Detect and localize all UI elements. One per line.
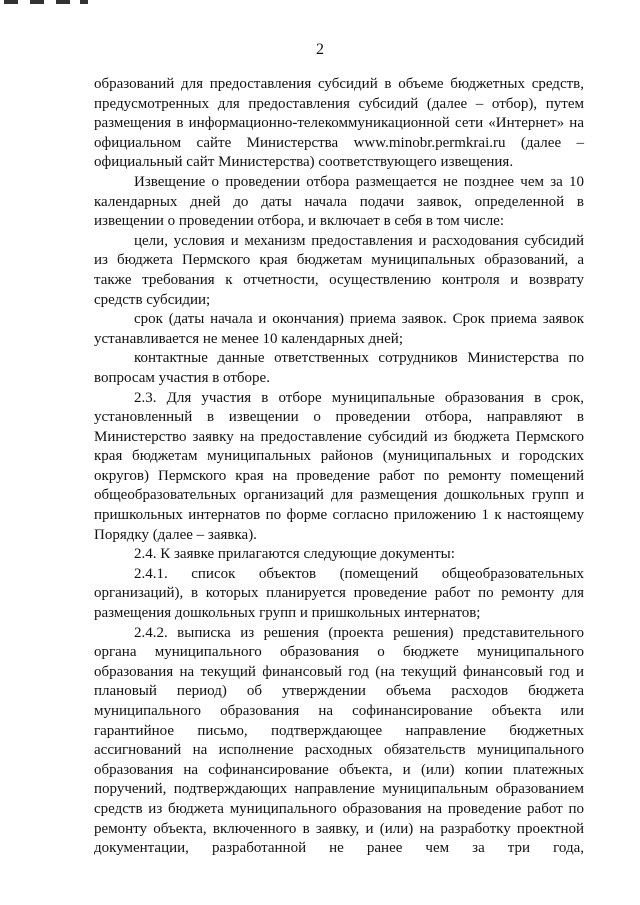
paragraph-deadline: срок (даты начала и окончания) приема заявок. Срок приема заявок устанавливается не менее 10 календарных дней; [94, 311, 584, 347]
paragraph-2-4-2: 2.4.2. выписка из решения (проекта решения) представительного органа муниципального образования о бюджете муниципального образования на текущий финансовый год (на текущий финансовый год и плановый период) об утверждении объема расходов бюджета муниципального образования на софинансирование объекта или гарантийное письмо, подтверждающее направление бюджетных ассигнований на исполнение расходных обязательств муниципального образования на софинансирование объекта, и (или) копии платежных поручений, подтверждающих направление муниципальным образованием средств из бюджета муниципального образования на проведение работ по ремонту объекта, включенного в заявку, и (или) на разработку проектной документации, разработанной не ранее чем за три года, [94, 624, 584, 857]
document-body [94, 75, 584, 859]
paragraph-2-3: 2.3. Для участия в отборе муниципальные образования в срок, установленный в извещении о проведении отбора, направляют в Министерство заявку на предоставление субсидий из бюджета Пермского края бюджетам муниципальных районов (муниципальных и городских округов) Пермского края на проведение работ по ремонту помещений общеобразовательных организаций для размещения дошкольных групп и пришкольных интернатов по форме согласно приложению 1 к настоящему Порядку (далее – заявка). [94, 389, 584, 543]
page-number: 2 [316, 41, 324, 58]
paragraph-notice: Извещение о проведении отбора размещается не позднее чем за 10 календарных дней до даты начала подачи заявок, определенной в извещении о проведении отбора, и включает в себя в том числе: [94, 173, 584, 230]
paragraph-continuation: образований для предоставления субсидий в объеме бюджетных средств, предусмотренных для предоставления субсидий (далее – отбор), путем размещения в информационно-телекоммуникационной сети «Интернет» на официальном сайте Министерства www.minobr.permkrai.ru (далее – официальный сайт Министерства) соответствующего извещения. [94, 76, 584, 171]
paragraph-2-4: 2.4. К заявке прилагаются следующие документы: [134, 546, 455, 563]
paragraph-contacts: контактные данные ответственных сотрудников Министерства по вопросам участия в отборе. [94, 350, 584, 386]
scan-edge-marks [0, 0, 120, 10]
paragraph-goals: цели, условия и механизм предоставления и расходования субсидий из бюджета Пермского края бюджетам муниципальных образований, а также требования к отчетности, осуществлению контроля и возврату средств субсидии; [94, 232, 584, 308]
paragraph-2-4-1: 2.4.1. список объектов (помещений общеобразовательных организаций), в которых планируется проведение работ по ремонту для размещения дошкольных групп и пришкольных интернатов; [94, 565, 584, 622]
